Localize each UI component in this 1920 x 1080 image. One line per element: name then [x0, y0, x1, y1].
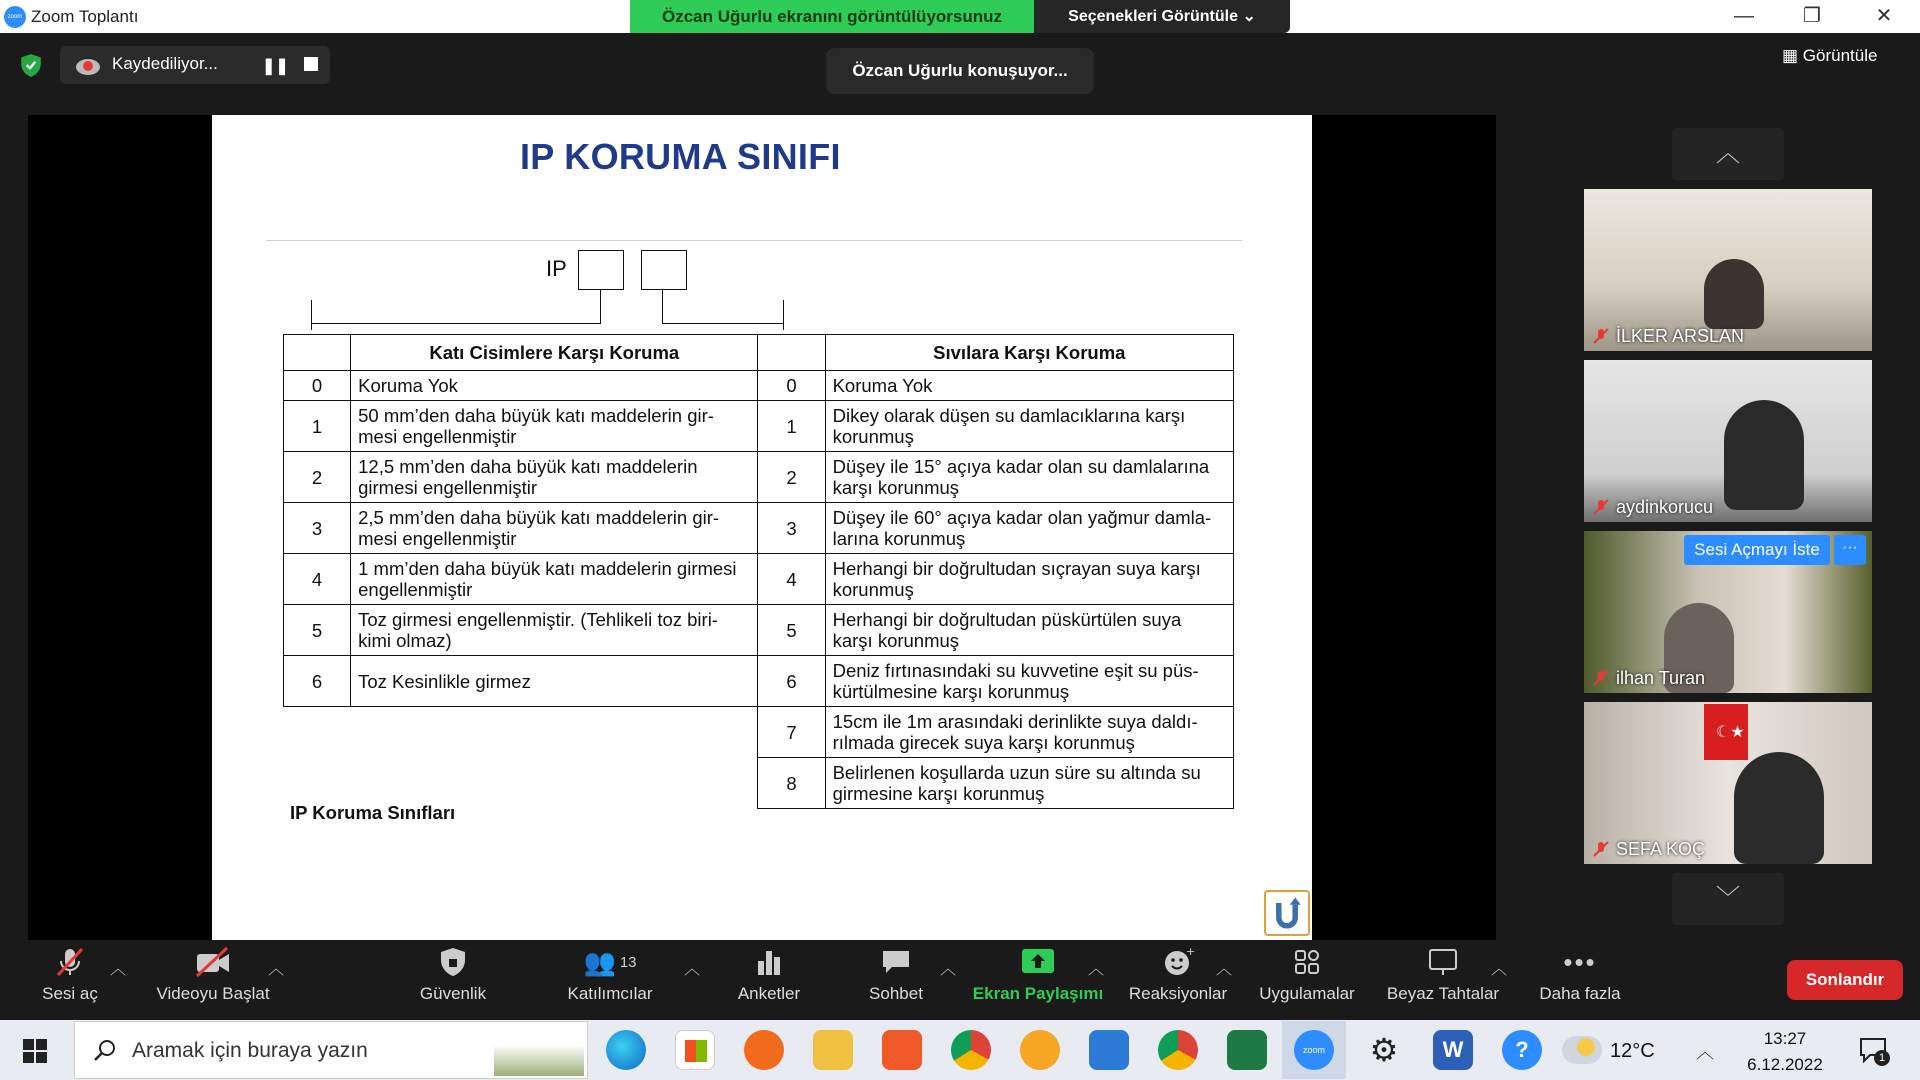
slide-title: IP KORUMA SINIFI [520, 136, 841, 177]
unmute-label: Sesi aç [42, 984, 98, 1003]
start-video-label: Videoyu Başlat [156, 984, 270, 1003]
reactions-options-caret[interactable]: ︿ [1216, 961, 1233, 978]
participant-tile[interactable] [1584, 189, 1872, 351]
restore-icon[interactable]: ❐ [1803, 5, 1821, 27]
left-row-text: Toz girmesi engellenmiştir. (Tehlikeli toz biri-kimi olmaz) [351, 605, 758, 656]
left-row-number: 2 [284, 452, 351, 503]
participant-tile[interactable] [1584, 360, 1872, 522]
participant-video-silhouette [1724, 400, 1804, 510]
share-screen-button[interactable] [968, 944, 1108, 1004]
word-icon[interactable]: W [1433, 1030, 1473, 1070]
table-row [284, 707, 1234, 758]
more-label: Daha fazla [1539, 984, 1621, 1003]
notification-count: 1 [1874, 1050, 1890, 1066]
right-row-number: 4 [758, 554, 825, 605]
weather-temperature[interactable]: 12°C [1610, 1040, 1655, 1062]
help-icon[interactable]: ? [1502, 1030, 1542, 1070]
right-row-number: 5 [758, 605, 825, 656]
table-header-cell [284, 335, 351, 371]
participants-label: Katılımcılar [567, 984, 653, 1003]
participant-tile[interactable] [1584, 531, 1872, 693]
taskbar-clock[interactable] [1740, 1026, 1830, 1078]
more-button[interactable] [1510, 944, 1650, 1004]
whiteboards-label: Beyaz Tahtalar [1386, 984, 1500, 1003]
recording-label: Kaydediliyor... [112, 54, 218, 73]
right-row-number: 7 [758, 707, 825, 758]
participant-name: SEFA KOÇ [1616, 839, 1706, 859]
right-row-number: 2 [758, 452, 825, 503]
windows-start-icon[interactable] [22, 1038, 48, 1064]
whiteboards-options-caret[interactable]: ︿ [1491, 961, 1508, 978]
right-row-text: Düşey ile 60° açıya kadar olan yağmur damla-larına korunmuş [825, 503, 1233, 554]
chat-bubble-icon [880, 947, 912, 977]
share-screen-label: Ekran Paylaşımı [972, 984, 1104, 1003]
security-shield-icon [438, 946, 468, 978]
microsoft-store-icon[interactable] [675, 1030, 715, 1070]
pause-recording-icon[interactable]: ❚❚ [262, 58, 289, 75]
slide-logo [1264, 890, 1310, 936]
close-icon[interactable]: ✕ [1875, 5, 1893, 27]
view-grid-icon: ▦ [1782, 46, 1799, 65]
app-icon-rocket[interactable] [882, 1030, 922, 1070]
zoom-taskbar-icon: zoom [1294, 1030, 1334, 1070]
table-row [284, 605, 1234, 656]
store-tiles [685, 1040, 707, 1062]
ip-connector-line [311, 323, 601, 324]
left-row-text: 1 mm’den daha büyük katı maddelerin girmesi engellenmiştir [351, 554, 758, 605]
ip-first-digit-box [578, 250, 624, 290]
left-row-text: 12,5 mm’den daha büyük katı maddelerin girmesi engellenmiştir [351, 452, 758, 503]
window-title: Zoom Toplantı [31, 7, 139, 26]
left-row-number: 5 [284, 605, 351, 656]
right-column-header: Sıvılara Karşı Koruma [825, 335, 1233, 371]
gallery-down-button[interactable] [1672, 873, 1784, 925]
share-screen-icon [1020, 947, 1056, 977]
empty-cell [351, 758, 758, 809]
share-options-caret[interactable]: ︿ [1088, 961, 1105, 978]
weather-cloud-icon [1562, 1036, 1602, 1064]
participant-video-silhouette [1734, 752, 1824, 864]
left-row-number: 4 [284, 554, 351, 605]
ip-connector-line [311, 300, 312, 330]
participants-icon: 👥 [583, 946, 616, 977]
right-row-text: Deniz fırtınasındaki su kuvvetine eşit su püs-kürtülmesine karşı korunmuş [825, 656, 1233, 707]
muted-mic-icon [1592, 327, 1610, 345]
slide-divider [266, 240, 1242, 241]
left-row-text: Toz Kesinlikle girmez [351, 656, 758, 707]
left-row-number: 0 [284, 371, 351, 401]
table-header-cell [758, 335, 825, 371]
right-row-number: 0 [758, 371, 825, 401]
table-header-row [284, 335, 1234, 371]
polls-label: Anketler [737, 984, 801, 1003]
right-row-text: Dikey olarak düşen su damlacıklarına karşı korunmuş [825, 401, 1233, 452]
app-icon-shield[interactable] [1020, 1030, 1060, 1070]
participant-name: ilhan Turan [1616, 668, 1706, 688]
search-highlight-image [494, 1024, 584, 1076]
security-label: Güvenlik [419, 984, 487, 1003]
audio-options-caret[interactable]: ︿ [110, 961, 127, 978]
settings-gear-icon[interactable]: ⚙ [1369, 1032, 1399, 1068]
empty-cell [284, 707, 351, 758]
zoom-taskbar-active[interactable] [1282, 1021, 1346, 1079]
app-icon-orange[interactable] [744, 1030, 784, 1070]
ip-code-label: IP [546, 256, 567, 281]
table-row [284, 758, 1234, 809]
right-row-text: Düşey ile 15° açıya kadar olan su damlalarına karşı korunmuş [825, 452, 1233, 503]
right-row-text: Koruma Yok [825, 371, 1233, 401]
ip-second-digit-box [641, 250, 687, 290]
video-options-caret[interactable]: ︿ [268, 961, 285, 978]
chat-label: Sohbet [869, 984, 923, 1003]
left-row-text: 50 mm’den daha büyük katı maddelerin gir-mesi engellenmiştir [351, 401, 758, 452]
chrome-browser-icon-2[interactable] [1158, 1030, 1198, 1070]
view-options-button[interactable] [1034, 0, 1290, 33]
slide-caption: IP Koruma Sınıfları [290, 802, 456, 823]
right-row-number: 6 [758, 656, 825, 707]
right-row-number: 1 [758, 401, 825, 452]
search-placeholder: Aramak için buraya yazın [132, 1039, 368, 1062]
whiteboard-icon [1427, 947, 1459, 977]
edge-browser-icon[interactable] [606, 1030, 646, 1070]
excel-icon[interactable] [1227, 1030, 1267, 1070]
apps-button[interactable] [1237, 944, 1377, 1004]
file-explorer-icon[interactable] [813, 1030, 853, 1070]
notification-center-icon[interactable] [1858, 1036, 1888, 1064]
left-column-header: Katı Cisimlere Karşı Koruma [351, 335, 758, 371]
table-row [284, 503, 1234, 554]
right-row-text: Herhangi bir doğrultudan püskürtülen suya karşı korunmuş [825, 605, 1233, 656]
svg-text:+: + [1186, 945, 1196, 958]
tray-chevron-up-icon[interactable]: ︿ [1696, 1042, 1714, 1062]
table-row [284, 371, 1234, 401]
table-row [284, 554, 1234, 605]
reactions-label: Reaksiyonlar [1128, 984, 1228, 1003]
right-row-text: Herhangi bir doğrultudan sıçrayan suya karşı korunmuş [825, 554, 1233, 605]
table-row [284, 656, 1234, 707]
reactions-smiley-icon [1162, 946, 1194, 978]
left-row-text: Koruma Yok [351, 371, 758, 401]
video-off-icon [193, 946, 233, 978]
flag-image [1704, 704, 1748, 760]
participant-video-silhouette [1704, 259, 1764, 329]
participants-button[interactable] [540, 944, 680, 1004]
right-row-number: 8 [758, 758, 825, 809]
participant-name: aydinkorucu [1616, 497, 1714, 517]
view-button[interactable] [1782, 46, 1877, 66]
encryption-shield-icon[interactable] [18, 52, 44, 78]
ip-connector-line [662, 290, 663, 324]
minimize-icon[interactable]: — [1734, 5, 1754, 27]
participant-name: İLKER ARSLAN [1616, 326, 1745, 346]
table-body [284, 371, 1234, 809]
left-row-number: 1 [284, 401, 351, 452]
table-row [284, 452, 1234, 503]
left-row-number: 6 [284, 656, 351, 707]
search-icon [92, 1038, 118, 1064]
active-speaker-label: Özcan Uğurlu konuşuyor... [826, 48, 1094, 94]
right-row-text: 15cm ile 1m arasındaki derinlikte suya daldı-rılmada girecek suya karşı korunmuş [825, 707, 1233, 758]
stop-recording-icon[interactable] [304, 57, 318, 71]
gallery-up-button[interactable] [1672, 128, 1784, 180]
cloud-record-icon [74, 53, 102, 77]
ip-connector-line [600, 290, 601, 324]
table-row [284, 401, 1234, 452]
chevron-up-icon: ︿ [1716, 140, 1740, 167]
zoom-app-icon: zoom [4, 6, 26, 28]
clock-date: 6.12.2022 [1747, 1055, 1823, 1074]
left-row-text: 2,5 mm’den daha büyük katı maddelerin gir-mesi engellenmiştir [351, 503, 758, 554]
right-row-text: Belirlenen koşullarda uzun süre su altında su girmesine karşı korunmuş [825, 758, 1233, 809]
chevron-down-icon: ﹀ [1716, 885, 1740, 912]
left-row-number: 3 [284, 503, 351, 554]
polls-bar-chart-icon [754, 947, 784, 977]
mail-icon[interactable] [1089, 1030, 1129, 1070]
muted-mic-icon [1592, 840, 1610, 858]
crescent-star-icon: ☾★ [1716, 724, 1745, 741]
muted-mic-icon [53, 945, 87, 979]
chat-options-caret[interactable]: ︿ [940, 961, 957, 978]
polls-button[interactable] [699, 944, 839, 1004]
empty-cell [351, 707, 758, 758]
muted-mic-icon [1592, 669, 1610, 687]
participants-options-caret[interactable]: ︿ [684, 961, 701, 978]
right-row-number: 3 [758, 503, 825, 554]
muted-mic-icon [1592, 498, 1610, 516]
more-dots-icon: ••• [1563, 946, 1597, 977]
screen-share-banner: Özcan Uğurlu ekranını görüntülüyorsunuz [630, 0, 1034, 33]
chrome-browser-icon[interactable] [951, 1030, 991, 1070]
more-options-button[interactable]: ··· [1834, 535, 1866, 565]
participant-tile[interactable] [1584, 702, 1872, 864]
ask-to-unmute-button[interactable]: Sesi Açmayı İste [1684, 535, 1830, 565]
chevron-down-icon: ⌄ [1242, 8, 1256, 25]
view-button-label: Görüntüle [1802, 46, 1878, 65]
ip-connector-line [662, 323, 784, 324]
participants-count: 13 [619, 953, 637, 971]
start-video-button[interactable] [143, 944, 283, 1004]
security-button[interactable] [383, 944, 523, 1004]
empty-cell [284, 758, 351, 809]
apps-label: Uygulamalar [1259, 984, 1355, 1003]
ip-connector-line [783, 300, 784, 330]
ip-classification-table [283, 334, 1234, 809]
clock-time: 13:27 [1763, 1029, 1807, 1048]
view-options-label: Seçenekleri Görüntüle [1068, 8, 1238, 25]
end-meeting-button[interactable]: Sonlandır [1787, 960, 1903, 1000]
apps-icon [1292, 947, 1322, 977]
